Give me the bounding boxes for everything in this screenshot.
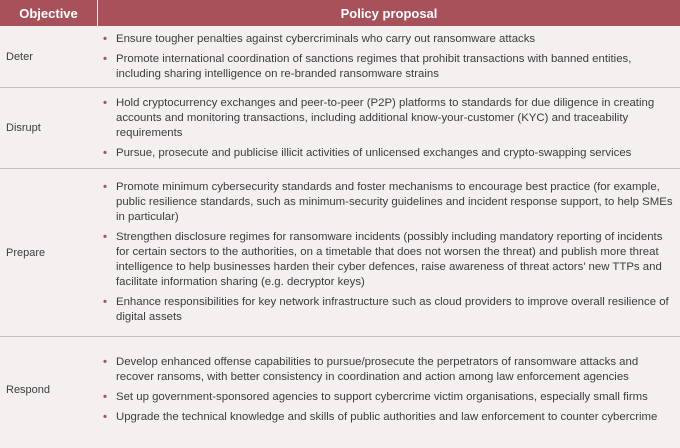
bullet-icon: • [103,231,107,243]
bullet-icon: • [103,181,107,193]
policy-list [98,32,680,82]
policy-item [98,146,674,161]
policy-item [98,180,674,225]
bullet-icon: • [103,296,107,308]
bullet-icon: • [103,411,107,423]
bullet-icon: • [103,52,107,65]
policy-list [98,355,680,425]
policy-text: Pursue, prosecute and publicise illicit activities of unlicensed exchanges and crypto-swapping services [116,146,632,159]
objective-label: Deter [6,50,33,63]
objective-label: Disrupt [6,122,41,134]
policy-item [98,96,674,141]
policy-header: Policy proposal [340,5,438,21]
bullet-icon: • [103,391,107,403]
row-prepare [0,169,680,337]
policy-item [98,390,674,405]
policy-item [98,52,674,82]
policy-list [98,180,680,325]
policy-item [98,410,674,425]
policy-list [98,96,680,161]
bullet-icon: • [103,146,107,159]
policy-item [98,32,674,47]
policy-item [98,295,674,325]
objective-header: Objective [0,0,98,26]
bullet-icon: • [103,356,107,368]
bullet-icon: • [103,96,107,109]
objective-label: Respond [6,384,51,396]
policy-item [98,355,674,385]
row-deter [0,26,680,88]
bullet-icon: • [103,32,107,45]
policy-text: Enhance responsibilities for key network infrastructure such as cloud providers to improve overall resilience of digital assets [116,296,669,323]
row-respond [0,337,680,443]
row-disrupt [0,88,680,169]
table-header [0,0,680,26]
policy-text: Strengthen disclosure regimes for ransomware incidents (possibly including mandatory reporting of incidents for certain sectors to the authorities, on a timetable that does not worsen the threat) and publish more threat intelligence to help businesses harden their cyber defences, raise awareness of threat actors’ new TTPs and facilitate information sharing (e.g. decryptor keys) [116,231,663,288]
policy-text: Upgrade the technical knowledge and skills of public authorities and law enforcement to counter cybercrime [116,411,658,423]
policy-text: Set up government-sponsored agencies to support cybercrime victim organisations, especially small firms [116,391,648,403]
objective-label: Prepare [6,246,46,259]
policy-text: Promote international coordination of sanctions regimes that prohibit transactions with banned entities, including sharing intelligence on re-branded ransomware strains [116,52,632,80]
policy-item [98,230,674,290]
policy-text: Promote minimum cybersecurity standards and foster mechanisms to encourage best practice (for example, public resilience standards, such as minimum-security guidelines and incident response support, to help SMEs in particular) [116,181,673,223]
policy-text: Hold cryptocurrency exchanges and peer-to-peer (P2P) platforms to standards for due diligence in creating accounts and monitoring transactions, including additional know-your-customer (KYC) and traceability requirements [116,96,655,139]
policy-text: Ensure tougher penalties against cybercriminals who carry out ransomware attacks [116,32,536,45]
policy-text: Develop enhanced offense capabilities to pursue/prosecute the perpetrators of ransomware attacks and recover ransoms, with better consistency in coordination and action among law enforcement agencies [116,356,639,383]
